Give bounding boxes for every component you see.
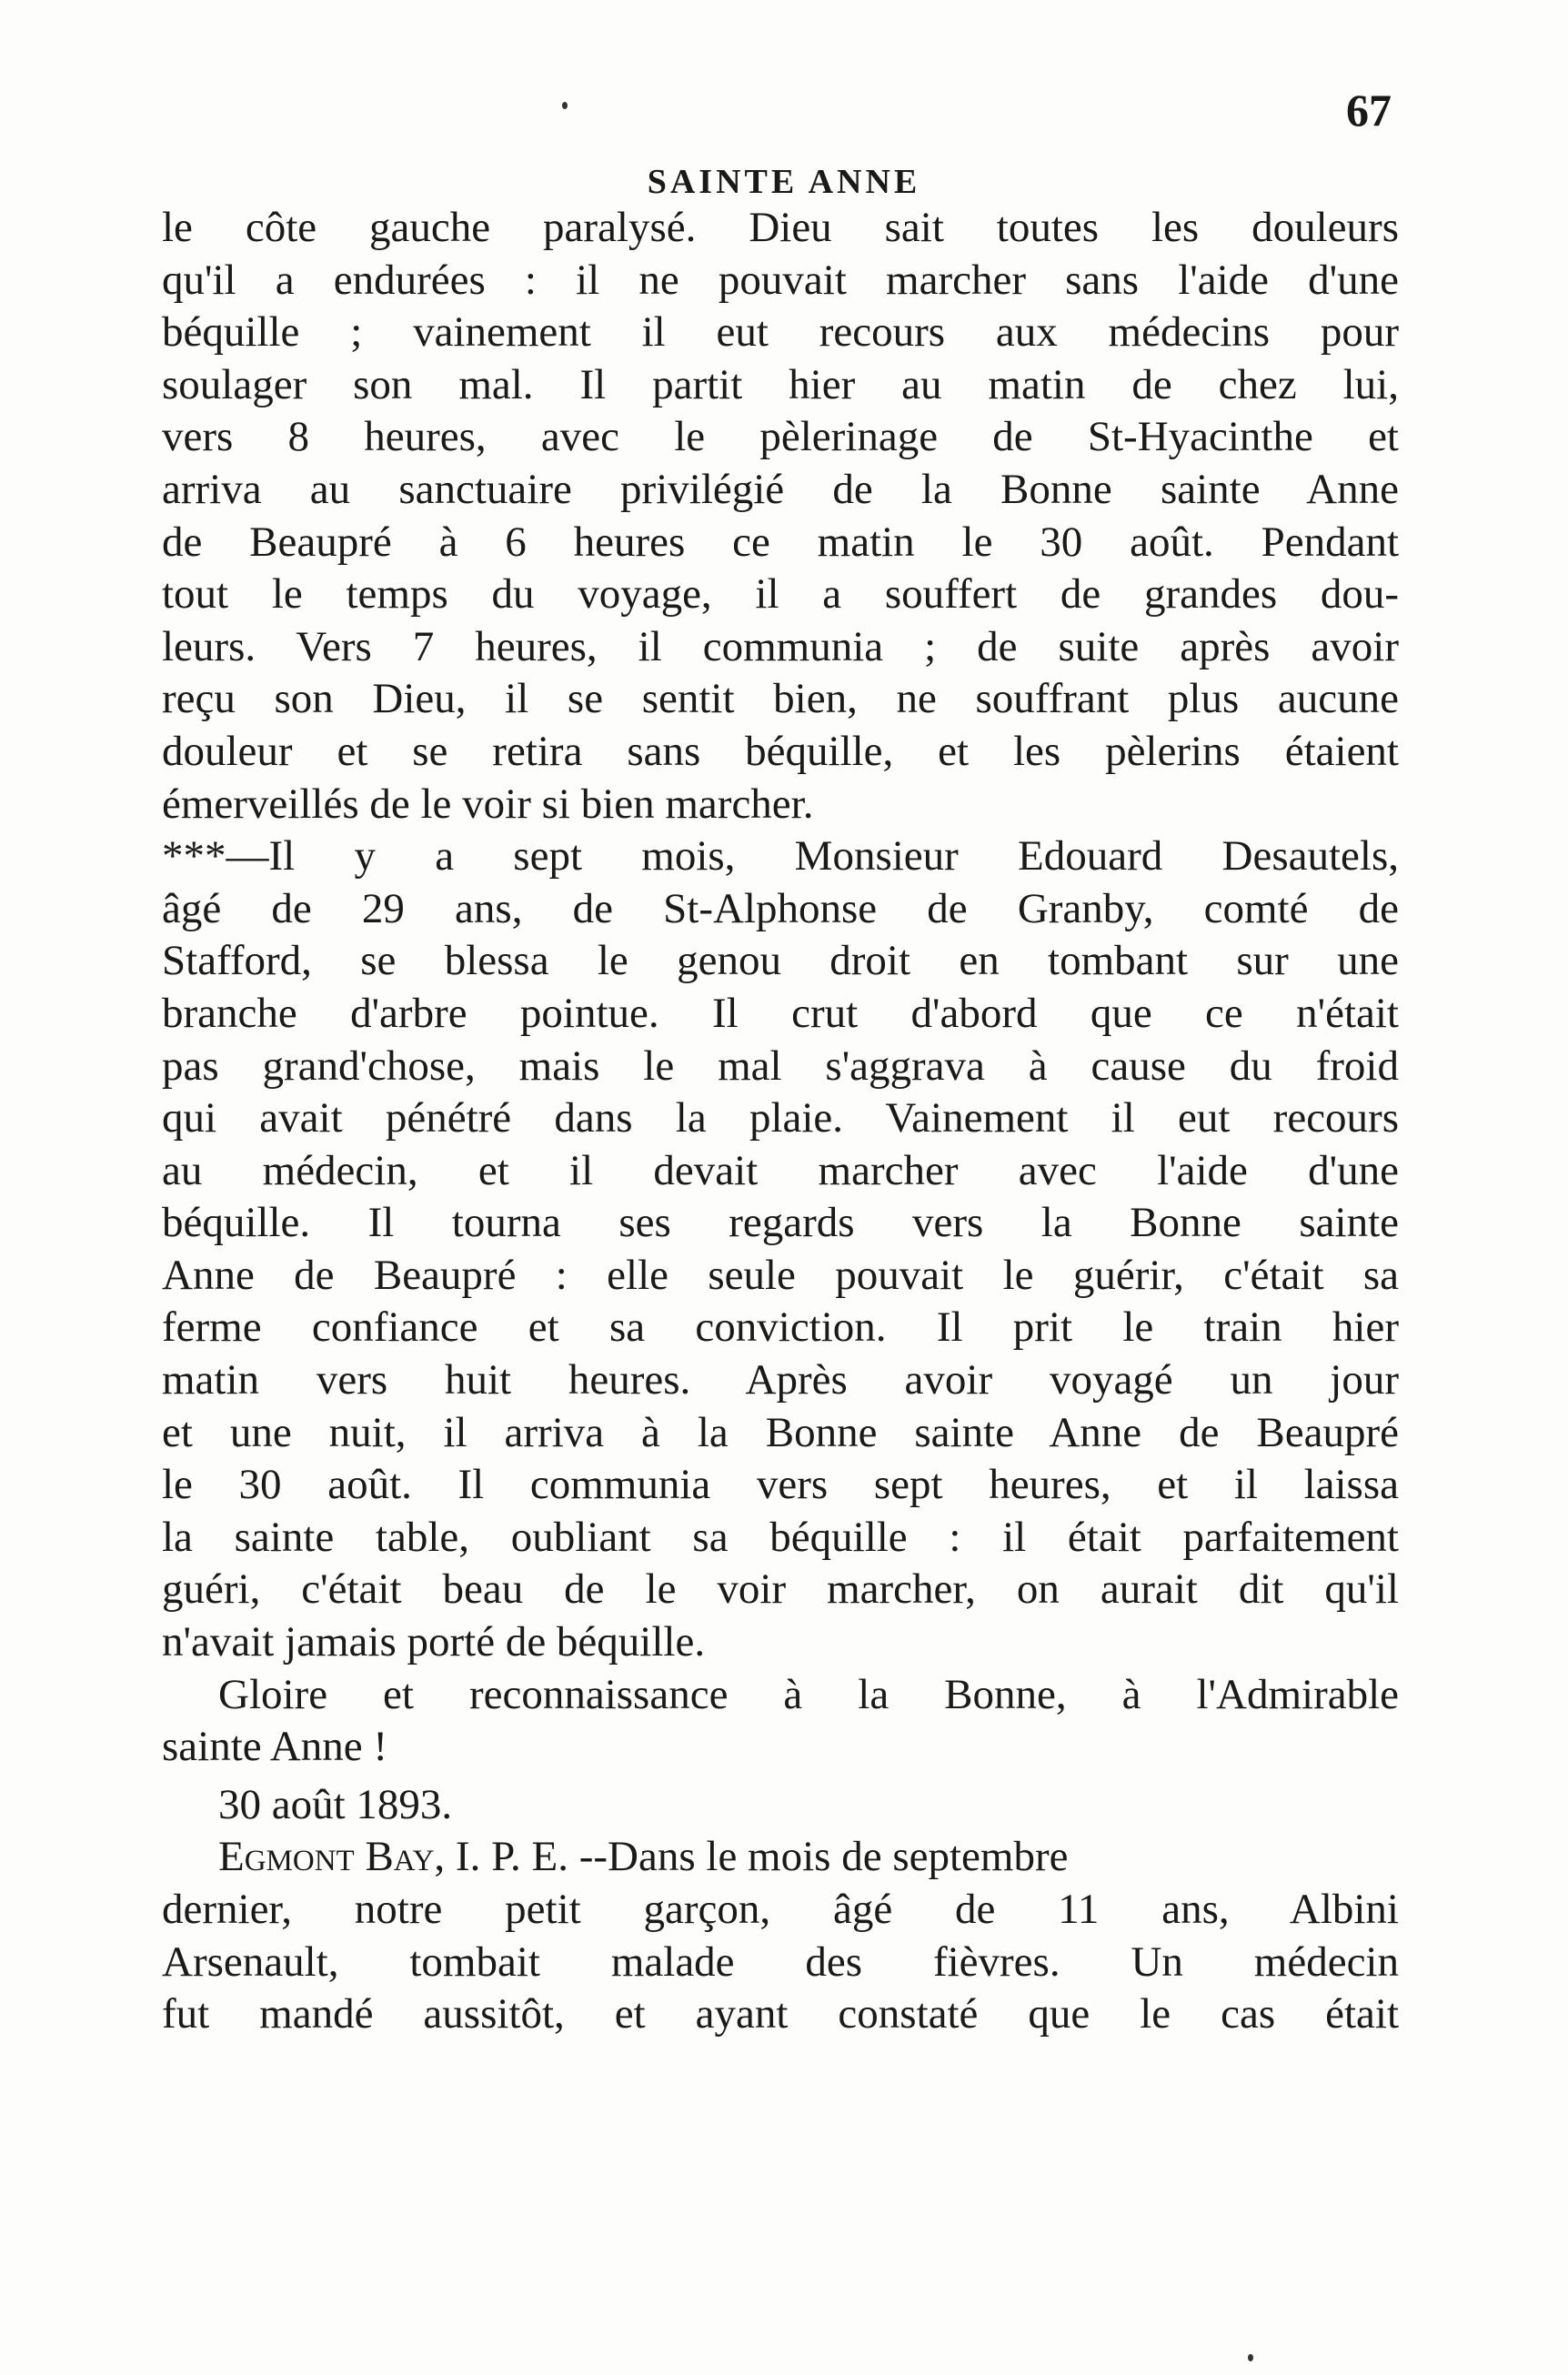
text-line: le côte gauche paralysé. Dieu sait toutes les douleurs — [162, 204, 1399, 251]
paragraph-egmont-bay — [162, 1831, 1399, 2040]
text-line: ***—Il y a sept mois, Monsieur Edouard Desautels, — [162, 832, 1399, 881]
text-line: la sainte table, oubliant sa béquille : il était parfaitement — [162, 1513, 1399, 1561]
running-head: SAINTE ANNE — [647, 163, 921, 201]
text-line: dernier, notre petit garçon, âgé de 11 ans, Albini — [162, 1886, 1399, 1933]
text-line: reçu son Dieu, il se sentit bien, ne souffrant plus aucune — [162, 675, 1399, 723]
text-line: et une nuit, il arriva à la Bonne sainte Anne de Beaupré — [162, 1408, 1399, 1456]
text-line — [162, 1831, 1399, 1884]
text-line: de Beaupré à 6 heures ce matin le 30 août. Pendant — [162, 518, 1399, 566]
text-line: guéri, c'était beau de le voir marcher, on aurait dit qu'il — [162, 1565, 1399, 1614]
text-line: Arsenault, tombait malade des fièvres. Un médecin — [162, 1937, 1399, 1986]
body-text — [162, 202, 1399, 2041]
text-line: douleur et se retira sans béquille, et les pèlerins étaient — [162, 727, 1399, 775]
text-line: qui avait pénétré dans la plaie. Vainement il eut recours — [162, 1094, 1399, 1142]
text-line: béquille ; vainement il eut recours aux médecins pour — [162, 308, 1399, 357]
ink-speck — [562, 102, 568, 109]
text-line: qu'il a endurées : il ne pouvait marcher sans l'aide d'une — [162, 256, 1399, 304]
text-line: âgé de 29 ans, de St-Alphonse de Granby, comté de — [162, 884, 1399, 932]
text-line: béquille. Il tourna ses regards vers la Bonne sainte — [162, 1199, 1399, 1247]
text-line-rest: --Dans le mois de septembre — [568, 1833, 1069, 1881]
paragraph-date — [162, 1779, 1399, 1832]
page-number: 67 — [1346, 85, 1392, 136]
text-line: Anne de Beaupré : elle seule pouvait le guérir, c'était sa — [162, 1251, 1399, 1299]
paragraph-continuation — [162, 202, 1399, 830]
place-name: Egmont Bay, I. P. E. — [218, 1833, 568, 1881]
text-line: fut mandé aussitôt, et ayant constaté que le cas était — [162, 1990, 1399, 2038]
text-line: Stafford, se blessa le genou droit en tombant sur une — [162, 937, 1399, 985]
text-line: Gloire et reconnaissance à la Bonne, à l'Admirable — [218, 1670, 1399, 1718]
text-line: le 30 août. Il communia vers sept heures, et il laissa — [162, 1461, 1399, 1509]
date-line: 30 août 1893. — [218, 1780, 453, 1828]
paragraph-desautels — [162, 830, 1399, 1669]
paragraph-gloire — [162, 1669, 1399, 1774]
text-line: arriva au sanctuaire privilégié de la Bonne sainte Anne — [162, 465, 1399, 513]
text-line: pas grand'chose, mais le mal s'aggrava à cause du froid — [162, 1042, 1399, 1090]
text-line: matin vers huit heures. Après avoir voyagé un jour — [162, 1356, 1399, 1404]
text-line: au médecin, et il devait marcher avec l'aide d'une — [162, 1146, 1399, 1194]
text-line: vers 8 heures, avec le pèlerinage de St-Hyacinthe et — [162, 413, 1399, 461]
text-line: branche d'arbre pointue. Il crut d'abord que ce n'était — [162, 989, 1399, 1037]
text-line: n'avait jamais porté de béquille. — [162, 1618, 706, 1666]
ink-speck — [1248, 2354, 1253, 2361]
text-line: émerveillés de le voir si bien marcher. — [162, 780, 814, 828]
text-line: soulager son mal. Il partit hier au matin de chez lui, — [162, 360, 1399, 408]
text-line: sainte Anne ! — [162, 1723, 387, 1771]
text-line: ferme confiance et sa conviction. Il prit le train hier — [162, 1303, 1399, 1352]
text-line: leurs. Vers 7 heures, il communia ; de suite après avoir — [162, 622, 1399, 670]
text-line: tout le temps du voyage, il a souffert de grandes dou- — [162, 570, 1399, 619]
